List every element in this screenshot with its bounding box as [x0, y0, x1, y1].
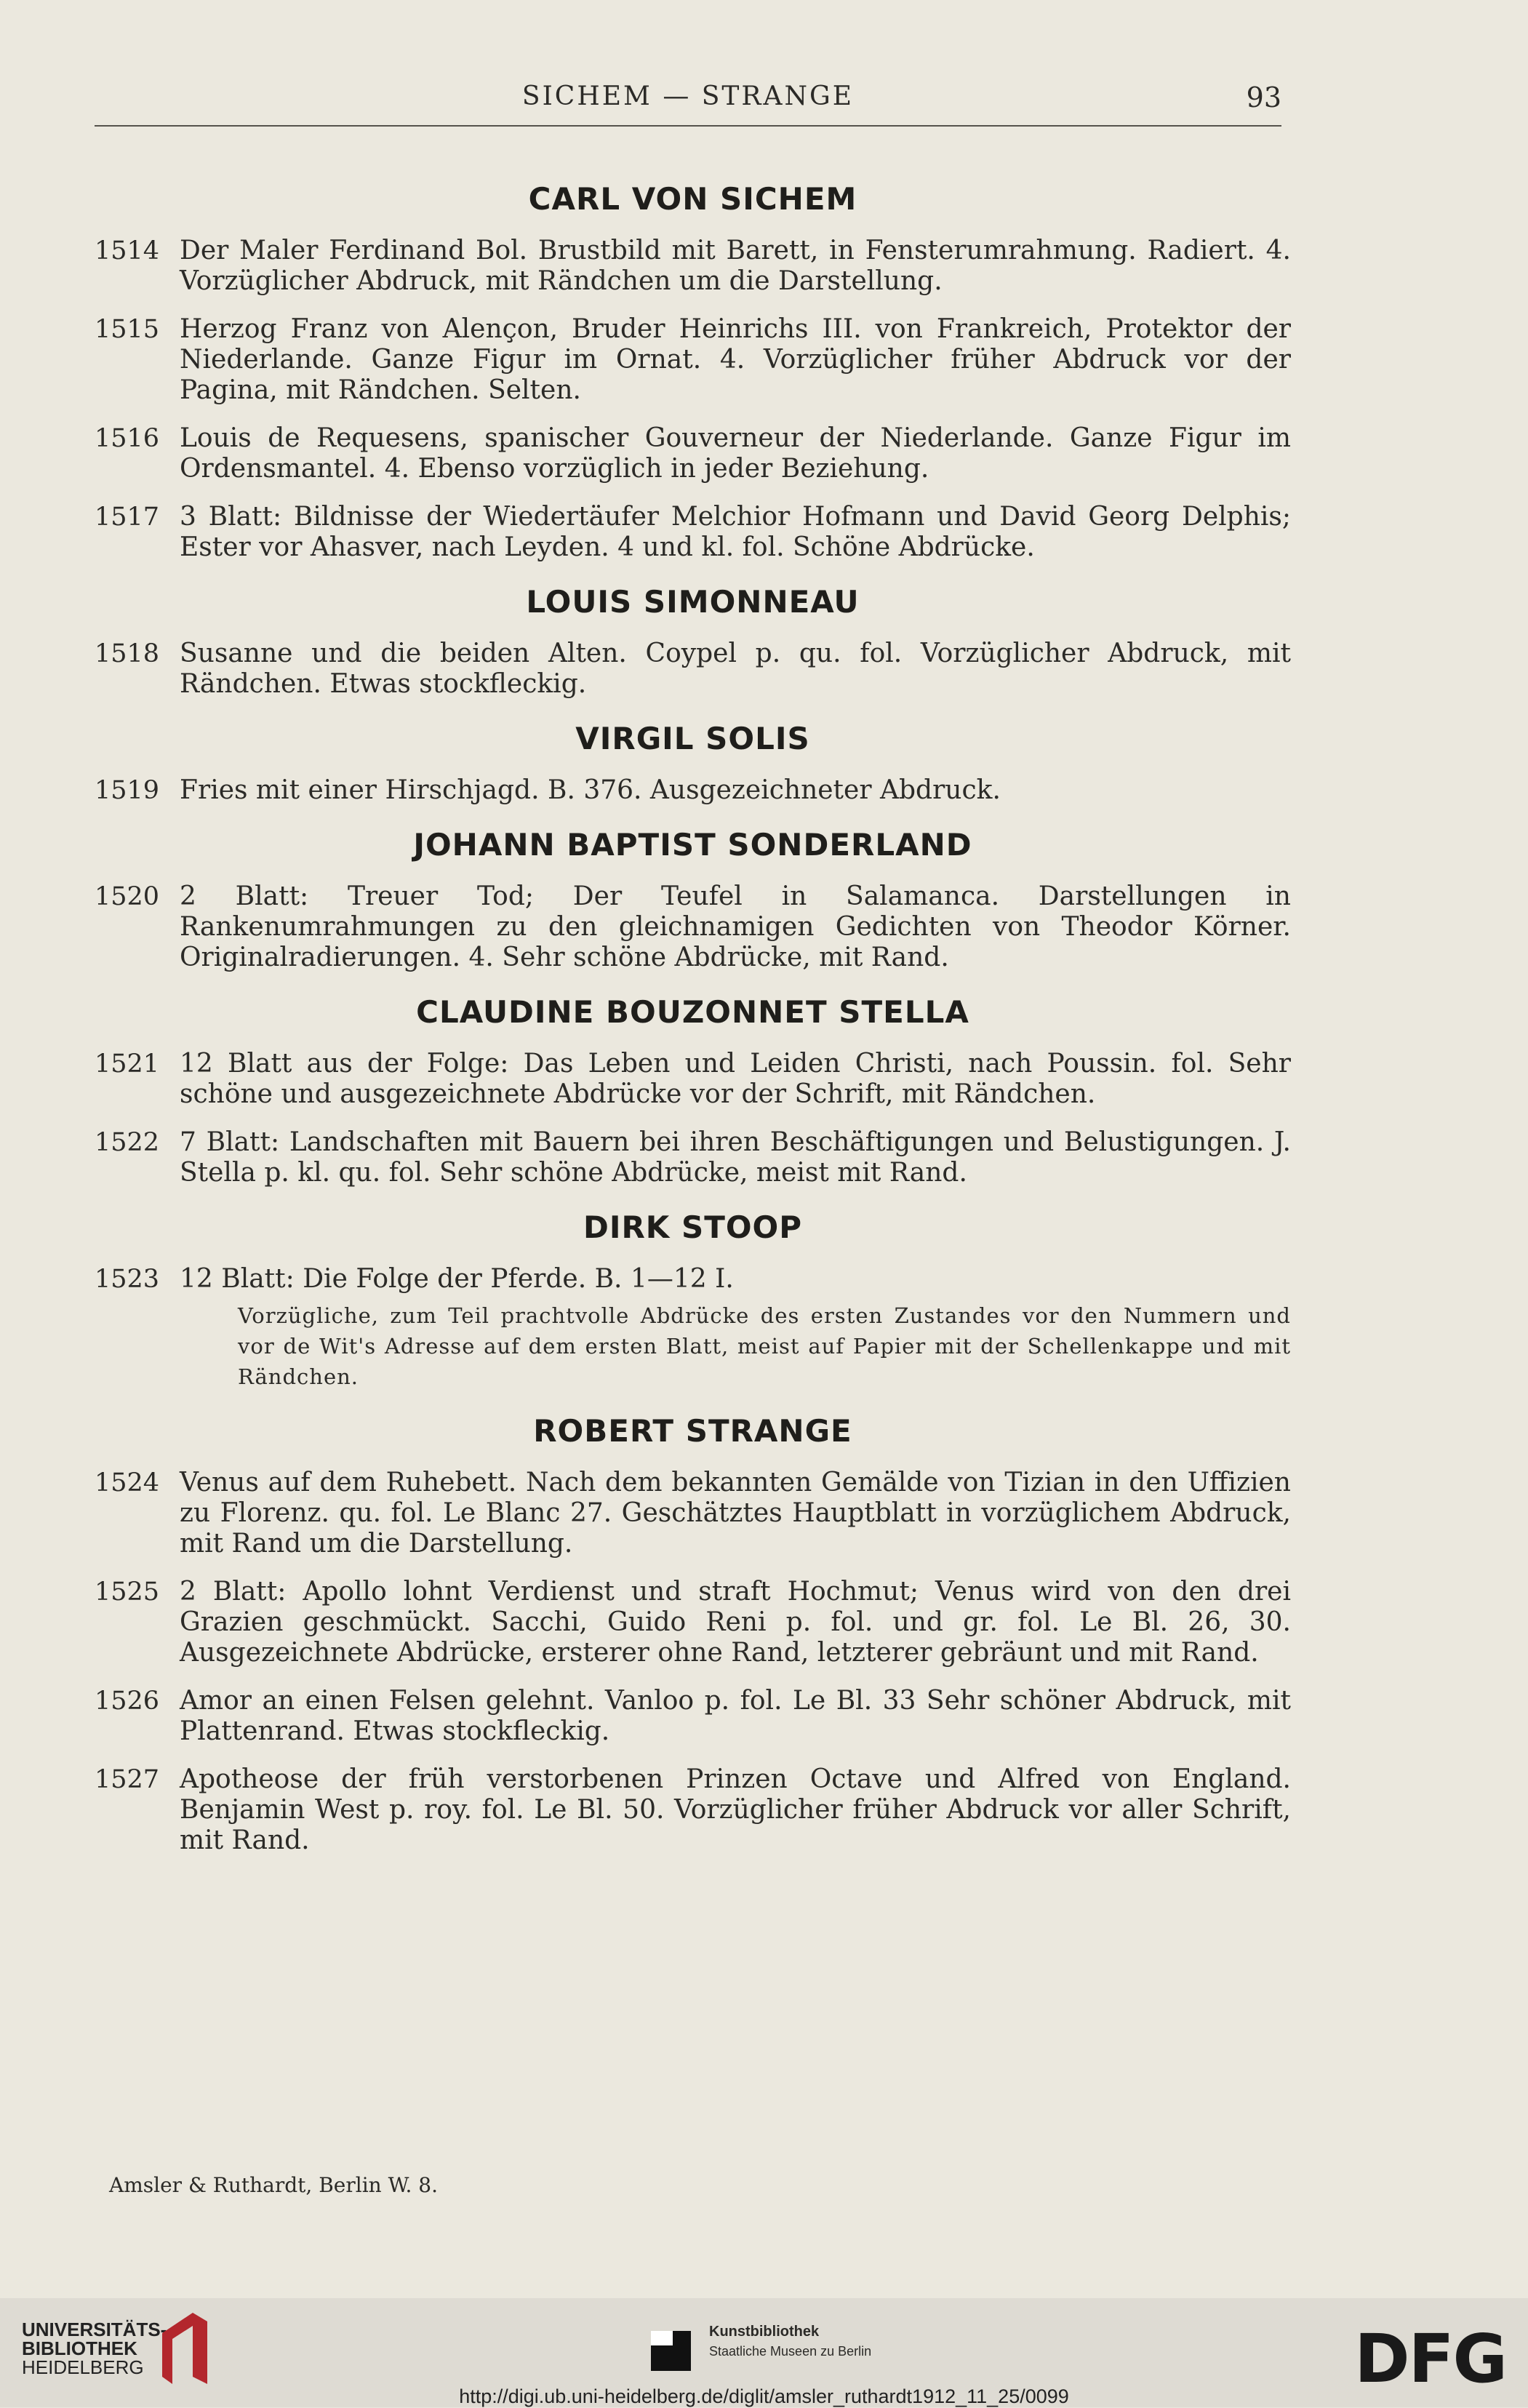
- lot-number: 1522: [95, 1128, 160, 1157]
- lot-description: Amor an einen Felsen gelehnt. Vanloo p. fol. Le Bl. 33 Sehr schöner Abdruck, mit Plattenrand. Etwas stockfleckig.: [180, 1686, 1291, 1746]
- artist-heading: CLAUDINE BOUZONNET STELLA: [416, 994, 969, 1030]
- lot-number: 1519: [95, 776, 160, 805]
- permalink-url[interactable]: http://digi.ub.uni-heidelberg.de/diglit/amsler_ruthardt1912_11_25/0099: [459, 2385, 1069, 2407]
- lot-entry: [95, 502, 1291, 563]
- lot-entry: [95, 423, 1291, 484]
- lot-entry: [95, 1468, 1291, 1559]
- lot-number: 1526: [95, 1687, 160, 1716]
- lot-number: 1516: [95, 424, 160, 453]
- lot-number: 1518: [95, 639, 160, 668]
- lot-description: Der Maler Ferdinand Bol. Brustbild mit Barett, in Fensterumrahmung. Radiert. 4. Vorzüglicher Abdruck, mit Rändchen um die Darstellung.: [180, 236, 1291, 296]
- lot-description: Apotheose der früh verstorbenen Prinzen Octave und Alfred von England. Benjamin West p. roy. fol. Le Bl. 50. Vorzüglicher früher Abdruck vor aller Schrift, mit Rand.: [180, 1764, 1291, 1855]
- lot-entry: [95, 236, 1291, 297]
- lot-number: 1525: [95, 1577, 160, 1607]
- lot-description: 12 Blatt: Die Folge der Pferde. B. 1—12 I.: [180, 1264, 734, 1294]
- lot-description: 3 Blatt: Bildnisse der Wiedertäufer Melchior Hofmann und David Georg Delphis; Ester vor Ahasver, nach Leyden. 4 und kl. fol. Schöne Abdrücke.: [180, 502, 1291, 562]
- university-library-logo[interactable]: [22, 2320, 167, 2377]
- logo-line-3: HEIDELBERG: [22, 2356, 144, 2378]
- artist-heading: JOHANN BAPTIST SONDERLAND: [413, 827, 972, 863]
- lot-entry: [95, 1264, 1291, 1392]
- lot-entry: [95, 1764, 1291, 1856]
- kunstbibliothek-name: Kunstbibliothek: [709, 2324, 820, 2340]
- lot-entry: [95, 1686, 1291, 1747]
- lot-number: 1514: [95, 236, 160, 265]
- lot-entry: [95, 1577, 1291, 1668]
- artist-heading: CARL VON SICHEM: [528, 181, 857, 217]
- lot-entry: [95, 1127, 1291, 1188]
- lot-description: Susanne und die beiden Alten. Coypel p. qu. fol. Vorzüglicher Abdruck, mit Rändchen. Etwas stockfleckig.: [180, 639, 1291, 699]
- logo-line-2: BIBLIOTHEK: [22, 2337, 137, 2359]
- dfg-logo[interactable]: DFG: [1354, 2320, 1506, 2398]
- lot-note: Vorzügliche, zum Teil prachtvolle Abdrücke des ersten Zustandes vor den Nummern und vor de Wit's Adresse auf dem ersten Blatt, meist auf Papier mit der Schellenkappe und mit Rändchen.: [238, 1303, 1291, 1389]
- lot-description: Herzog Franz von Alençon, Bruder Heinrichs III. von Frankreich, Protektor der Niederlande. Ganze Figur im Ornat. 4. Vorzüglicher früher Abdruck vor der Pagina, mit Rändchen. Selten.: [180, 314, 1291, 405]
- lot-description: Venus auf dem Ruhebett. Nach dem bekannten Gemälde von Tizian in den Uffizien zu Florenz. qu. fol. Le Blanc 27. Geschätztes Hauptblatt in vorzüglichem Abdruck, mit Rand um die Darstellung.: [180, 1468, 1291, 1559]
- lot-description: Louis de Requesens, spanischer Gouverneur der Niederlande. Ganze Figur im Ordensmantel. 4. Ebenso vorzüglich in jeder Beziehung.: [180, 423, 1291, 484]
- running-header: [95, 81, 1281, 127]
- lot-entry: [95, 314, 1291, 406]
- lot-entry: [95, 881, 1291, 973]
- lot-number: 1520: [95, 882, 160, 911]
- lot-number: 1517: [95, 503, 160, 532]
- digitization-footer: [0, 2298, 1528, 2407]
- lot-entry: [95, 1049, 1291, 1110]
- lot-entry: [95, 775, 1291, 806]
- lot-number: 1515: [95, 315, 160, 344]
- lot-description: Fries mit einer Hirschjagd. B. 376. Ausgezeichneter Abdruck.: [180, 775, 1001, 805]
- page-number: 93: [1246, 81, 1281, 113]
- lot-number: 1523: [95, 1265, 160, 1294]
- lot-number: 1521: [95, 1049, 160, 1079]
- lot-entry: [95, 639, 1291, 700]
- lot-description: 7 Blatt: Landschaften mit Bauern bei ihren Beschäftigungen und Belustigungen. J. Stella p. kl. qu. fol. Sehr schöne Abdrücke, meist mit Rand.: [180, 1127, 1291, 1188]
- artist-heading: DIRK STOOP: [583, 1209, 803, 1245]
- staatliche-museen-name: Staatliche Museen zu Berlin: [709, 2344, 872, 2359]
- artist-heading: VIRGIL SOLIS: [575, 721, 810, 756]
- artist-heading: LOUIS SIMONNEAU: [526, 584, 860, 620]
- catalog-content: [95, 161, 1291, 1873]
- logo-line-1: UNIVERSITÄTS-: [22, 2319, 167, 2340]
- library-emblem-icon: [156, 2304, 215, 2391]
- running-title: SICHEM — STRANGE: [521, 81, 855, 111]
- lot-number: 1527: [95, 1765, 160, 1794]
- printer-imprint: Amsler & Ruthardt, Berlin W. 8.: [109, 2173, 439, 2197]
- lot-number: 1524: [95, 1468, 160, 1497]
- kunstbibliothek-mark-icon: [651, 2331, 691, 2371]
- lot-description: 2 Blatt: Apollo lohnt Verdienst und straft Hochmut; Venus wird von den drei Grazien geschmückt. Sacchi, Guido Reni p. fol. und gr. fol. Le Bl. 26, 30. Ausgezeichnete Abdrücke, ersterer ohne Rand, letzterer gebräunt und mit Rand.: [180, 1577, 1291, 1668]
- artist-heading: ROBERT STRANGE: [533, 1413, 852, 1449]
- lot-description: 12 Blatt aus der Folge: Das Leben und Leiden Christi, nach Poussin. fol. Sehr schöne und ausgezeichnete Abdrücke vor der Schrift, mit Rändchen.: [180, 1049, 1291, 1109]
- lot-description: 2 Blatt: Treuer Tod; Der Teufel in Salamanca. Darstellungen in Rankenumrahmungen zu den gleichnamigen Gedichten von Theodor Körner. Originalradierungen. 4. Sehr schöne Abdrücke, mit Rand.: [180, 881, 1291, 972]
